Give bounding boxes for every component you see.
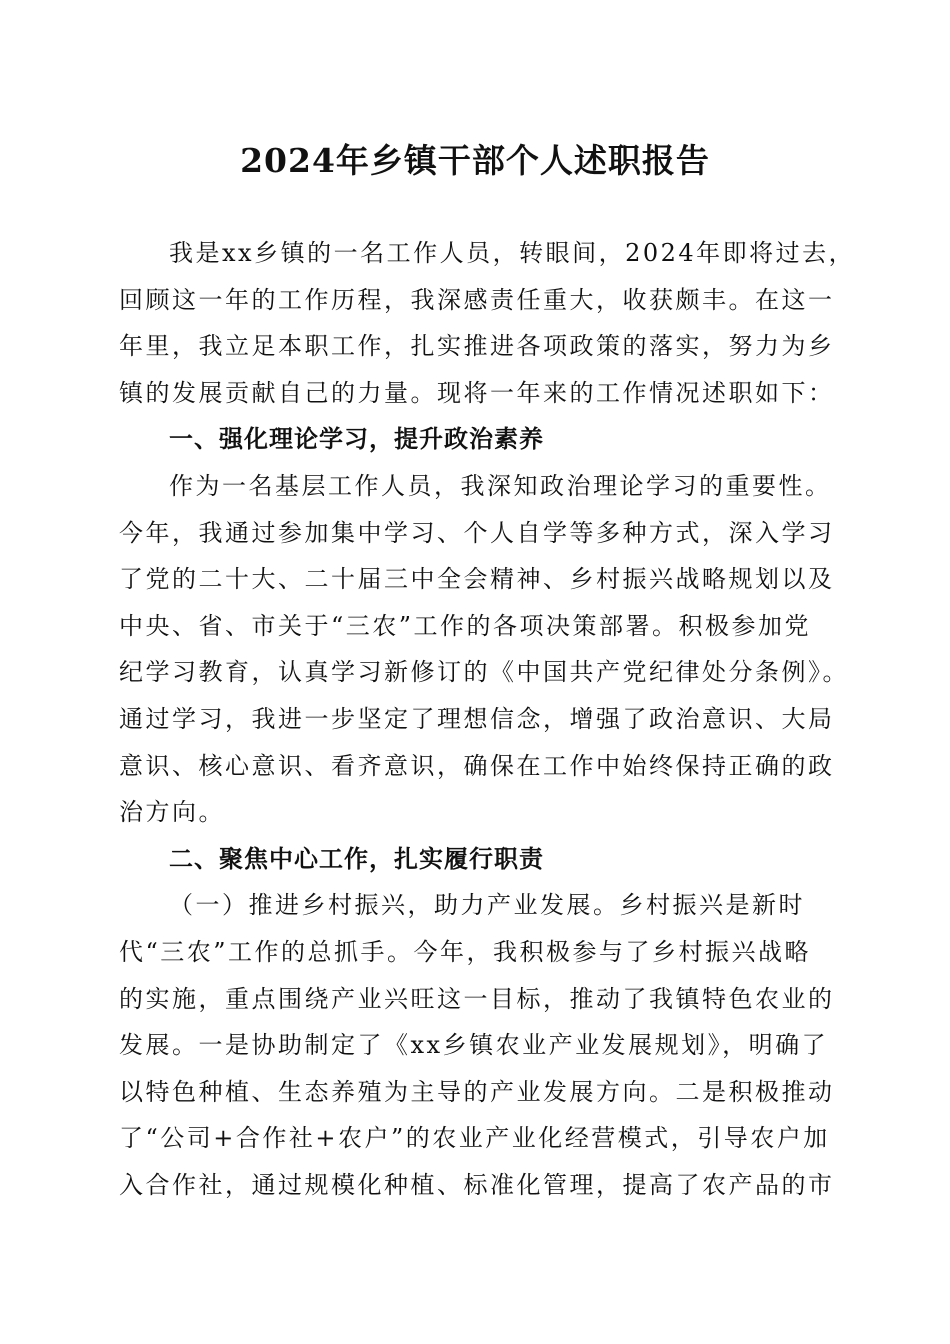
paragraph-line: 代“三农”工作的总抓手。今年，我积极参与了乡村振兴战略 <box>119 937 812 966</box>
document-title: 2024年乡镇干部个人述职报告 <box>240 141 710 180</box>
paragraph-line: 纪学习教育，认真学习新修订的《中国共产党纪律处分条例》。 <box>119 658 849 687</box>
paragraph-line: 的实施，重点围绕产业兴旺这一目标，推动了我镇特色农业的 <box>119 984 835 1013</box>
section-heading-1: 一、强化理论学习，提升政治素养 <box>169 425 544 454</box>
paragraph-line: 今年，我通过参加集中学习、个人自学等多种方式，深入学习 <box>119 518 835 547</box>
paragraph-line: 通过学习，我进一步坚定了理想信念，增强了政治意识、大局 <box>119 704 835 733</box>
paragraph-line: 入合作社，通过规模化种植、标准化管理，提高了农产品的市 <box>119 1170 835 1199</box>
document-body <box>119 230 856 1208</box>
paragraph-line: 中央、省、市关于“三农”工作的各项决策部署。积极参加党 <box>119 611 812 640</box>
paragraph-line: 了党的二十大、二十届三中全会精神、乡村振兴战略规划以及 <box>119 565 835 594</box>
paragraph-line: 回顾这一年的工作历程，我深感责任重大，收获颇丰。在这一 <box>119 285 835 314</box>
paragraph-line: 年里，我立足本职工作，扎实推进各项政策的落实，努力为乡 <box>119 332 835 361</box>
paragraph-line: （一）推进乡村振兴，助力产业发展。乡村振兴是新时 <box>169 891 805 920</box>
paragraph-line: 发展。一是协助制定了《xx乡镇农业产业发展规划》，明确了 <box>119 1031 829 1060</box>
paragraph-line: 治方向。 <box>119 798 225 827</box>
paragraph-line: 以特色种植、生态养殖为主导的产业发展方向。二是积极推动 <box>119 1077 835 1106</box>
paragraph-line: 我是xx乡镇的一名工作人员，转眼间，2024年即将过去， <box>169 239 856 267</box>
paragraph-line: 了“公司+合作社+农户”的农业产业化经营模式，引导农户加 <box>119 1124 830 1153</box>
section-heading-2: 二、聚焦中心工作，扎实履行职责 <box>169 844 544 873</box>
paragraph-line: 镇的发展贡献自己的力量。现将一年来的工作情况述职如下： <box>119 378 835 407</box>
paragraph-line: 作为一名基层工作人员，我深知政治理论学习的重要性。 <box>169 471 832 500</box>
paragraph-line: 意识、核心意识、看齐意识，确保在工作中始终保持正确的政 <box>119 751 835 780</box>
